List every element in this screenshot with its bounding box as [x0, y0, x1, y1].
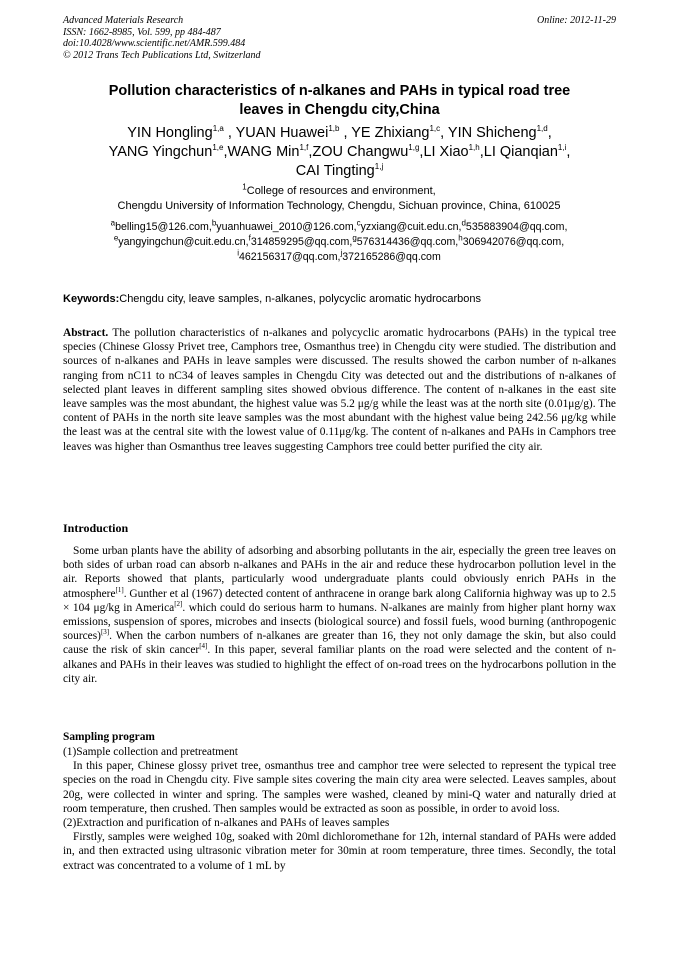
author-name: WANG Min — [227, 144, 300, 160]
email-sup: c — [356, 218, 361, 228]
title-line-2: leaves in Chengdu city,China — [239, 102, 440, 118]
title-line-1: Pollution characteristics of n-alkanes and PAHs in typical road tree — [108, 83, 571, 99]
abstract-text: The pollution characteristics of n-alkanes and polycyclic aromatic hydrocarbons (PAHs) in the typical tree species (Chinese Glossy Privet tree, Camphors tree, Osmanthus tree) in Chengdu city were studied. The distribution and sources of n-alkanes and PAHs in leave samples were discussed. The results showed the carbon number of n-alkanes ranging from nC11 to nC34 of leaves samples in Chengdu City was detected out and the distributions of n-alkanes of selected plant leaves in different sampling sites showed obvious difference. The content of n-alkanes in the east site leave samples was the most abundant, the highest value was 5.2 μg/g while the least was at the north site (0.01μg/g). The content of PAHs in the north site leave samples was the most abundant with the highest value being 242.56 μg/kg while the least was at the central site with the lowest value of 0.11μg/kg. The content of n-alkanes and PAHs in Camphors tree leaves was higher than Osmanthus tree leaves suggesting Camphors tree could better purified the city air. — [63, 327, 616, 453]
intro-text-5: . In this paper, several familiar plants on the road were selected and the content of n-alkanes and PAHs in their leaves was studied to highlight the effect of on-road trees on the hydrocarbons pollution in the city air. — [63, 644, 616, 685]
affiliation-sup: 1 — [242, 182, 247, 192]
author-sep: , — [479, 144, 484, 160]
author-name: YE Zhixiang — [351, 125, 430, 141]
author-sep: , — [339, 125, 352, 141]
author-name: ZOU Changwu — [312, 144, 409, 160]
author-sup: 1,j — [374, 162, 384, 172]
author-list — [63, 124, 616, 181]
sampling-heading: Sampling program — [63, 731, 155, 743]
doi-line: doi:10.4028/www.scientific.net/AMR.599.484 — [63, 38, 246, 49]
email-line-1 — [40, 220, 638, 235]
email-sup: h — [458, 233, 463, 243]
author-name: CAI Tingting — [295, 163, 375, 179]
copyright-line: © 2012 Trans Tech Publications Ltd, Switzerland — [63, 49, 261, 61]
abstract-label: Abstract. — [63, 327, 109, 339]
paper-title — [63, 82, 616, 120]
email-sup: j — [340, 248, 343, 258]
affiliation-line-2: Chengdu University of Information Technology, Chengdu, Sichuan province, China, 610025 — [117, 200, 561, 212]
author-line-2 — [63, 143, 616, 162]
author-sep: , — [419, 144, 424, 160]
affiliation-line-1 — [40, 184, 638, 199]
author-sup: 1,e — [212, 143, 224, 153]
author-sup: 1,i — [557, 143, 567, 153]
email-list — [40, 220, 638, 265]
citation-ref[interactable]: [1] — [115, 585, 124, 594]
abstract — [63, 326, 616, 454]
author-sup: 1,h — [468, 143, 480, 153]
email-link[interactable]: yzxiang@cuit.edu.cn, — [360, 221, 462, 233]
author-sep: , — [547, 125, 552, 141]
email-sup: f — [248, 233, 251, 243]
email-line-3 — [40, 250, 638, 265]
author-sup: 1,a — [212, 124, 224, 134]
email-line-2 — [40, 235, 638, 250]
email-link[interactable]: yangyingchun@cuit.edu.cn, — [118, 236, 249, 248]
author-sep: , — [566, 144, 571, 160]
sampling-paragraph-2: Firstly, samples were weighed 10g, soaked with 20ml dichloromethane for 12h, internal standard of PAHs were added in, and then extracted using ultrasonic vibration meter for 30min at room temperature, three times. Secondly, the total extract was concentrated to a volume of 1 mL by — [63, 831, 616, 872]
email-sup: a — [110, 218, 116, 228]
sampling-section — [63, 745, 616, 873]
journal-name: Advanced Materials Research — [63, 15, 184, 26]
email-link[interactable]: belling15@126.com, — [115, 221, 212, 233]
author-name: YUAN Huawei — [235, 125, 329, 141]
author-sup: 1,f — [299, 143, 309, 153]
author-sup: 1,c — [429, 124, 441, 134]
author-name: YIN Hongling — [127, 125, 213, 141]
author-line-1 — [63, 124, 616, 143]
sampling-paragraph-1: In this paper, Chinese glossy privet tree, osmanthus tree and camphor tree were selected to represent the typical tree species on the road in Chengdu city. Five sample sites covering the main city area were selected. Leaves samples, about 20g, were collected in winter and spring. The samples were washed, cleaned by mini-Q water and naturally dried at room temperature, then crushed. Then samples would be extracted as soon as possible, in order to avoid loss. — [63, 760, 616, 815]
author-sep: , — [440, 125, 448, 141]
keywords — [63, 292, 616, 307]
author-sep: , — [223, 125, 236, 141]
author-name: LI Xiao — [423, 144, 469, 160]
email-sup: b — [211, 218, 217, 228]
intro-text-4: . When the carbon numbers of n-alkanes are greater than 16, they not only damage the skin, but also could cause the risk of skin cancer — [63, 630, 616, 657]
citation-ref[interactable]: [4] — [199, 642, 208, 651]
citation-ref[interactable]: [3] — [100, 628, 110, 637]
intro-text-2: . Gunther et al (1967) detected content of anthracene in orange bark along California highway was up to 2.5 × 104 μg/kg in America — [63, 587, 616, 614]
author-name: YIN Shicheng — [447, 125, 537, 141]
author-name: YANG Yingchun — [108, 144, 213, 160]
sampling-subheading-2: (2)Extraction and purification of n-alkanes and PAHs of leaves samples — [63, 817, 390, 830]
introduction-heading: Introduction — [63, 521, 129, 535]
keywords-text: Chengdu city, leave samples, n-alkanes, polycyclic aromatic hydrocarbons — [119, 293, 481, 305]
intro-text-1: Some urban plants have the ability of adsorbing and absorbing pollutants in the air, especially the green tree leaves on both sides of urban road can absorb n-alkanes and PAHs in the air and reduce these hydrocarbon pollution level in the air. Reports showed that plants, particularly wood undergraduate plants could obviously enrich PAHs in the atmosphere — [63, 545, 616, 600]
intro-text-3: . which could do serious harm to humans. N-alkanes are mainly from higher plant horny wax emissions, suspension of spores, microbes and insects (biological source) and fossil fuels, wood burning (anthropogenic sources) — [63, 601, 616, 643]
issn-line: ISSN: 1662-8985, Vol. 599, pp 484-487 — [63, 26, 221, 38]
journal-header — [63, 15, 616, 61]
email-link[interactable]: 372165286@qq.com — [342, 251, 441, 263]
email-link[interactable]: 535883904@qq.com, — [465, 221, 568, 233]
email-link[interactable]: 462156317@qq.com, — [239, 251, 341, 263]
email-sup: g — [352, 233, 357, 243]
email-link[interactable]: 576314436@qq.com, — [356, 236, 459, 248]
email-link[interactable]: yuanhuawei_2010@126.com, — [216, 221, 357, 233]
affiliation-college: College of resources and environment, — [246, 185, 436, 197]
author-sup: 1,g — [408, 143, 420, 153]
email-sup: e — [113, 233, 119, 243]
email-link[interactable]: 314859295@qq.com, — [250, 236, 353, 248]
email-sup: i — [237, 248, 239, 258]
citation-ref[interactable]: [2] — [174, 600, 183, 609]
author-sup: 1,d — [536, 124, 548, 134]
author-name: LI Qianqian — [483, 144, 558, 160]
keywords-label: Keywords: — [63, 293, 120, 305]
email-sup: d — [461, 218, 466, 228]
author-sep: , — [308, 144, 313, 160]
introduction-paragraph — [63, 544, 616, 686]
author-sep: , — [223, 144, 228, 160]
online-date: Online: 2012-11-29 — [537, 15, 616, 26]
affiliation — [40, 184, 638, 214]
sampling-subheading-1: (1)Sample collection and pretreatment — [63, 746, 238, 758]
author-sup: 1,b — [328, 124, 340, 134]
author-line-3 — [63, 162, 616, 181]
email-link[interactable]: 306942076@qq.com, — [462, 236, 565, 248]
